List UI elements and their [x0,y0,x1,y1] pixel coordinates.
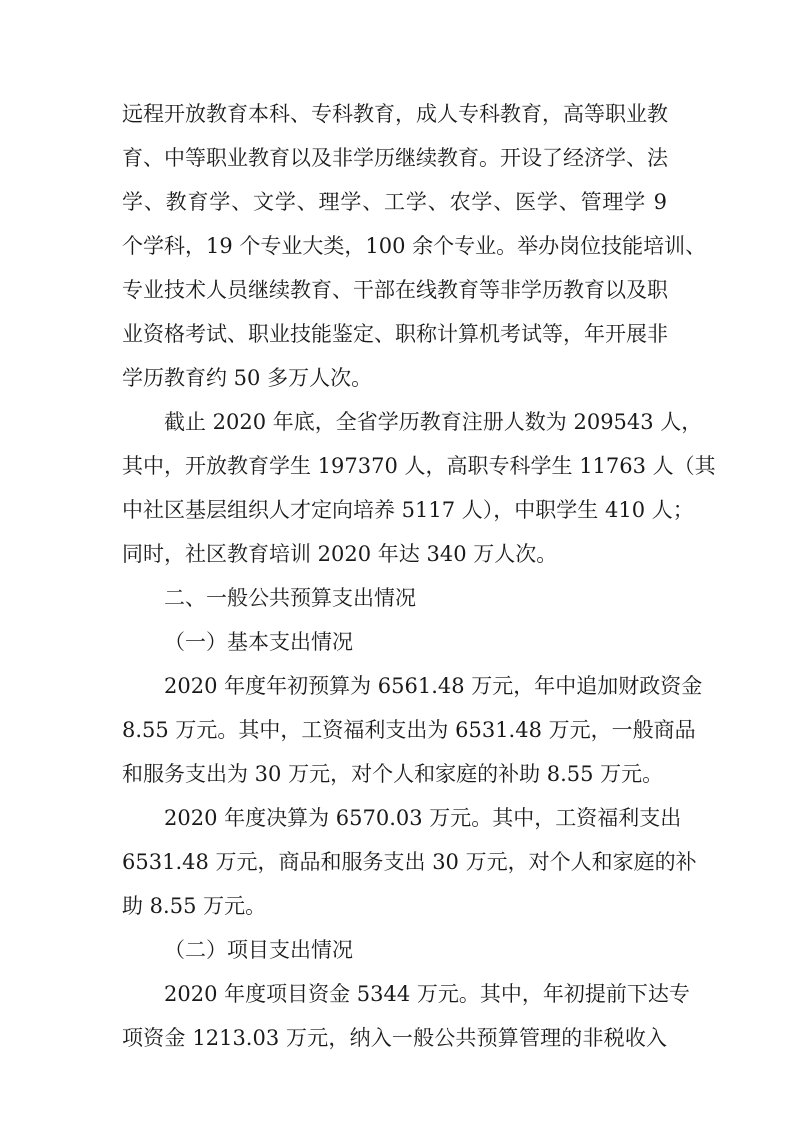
paragraph-line: 中社区基层组织人才定向培养 5117 人），中职学生 410 人； [122,498,694,522]
section-heading: 二、一般公共预算支出情况 [164,586,416,610]
paragraph-line: 学、教育学、文学、理学、工学、农学、医学、管理学 9 [122,190,667,214]
paragraph-line: 2020 年度年初预算为 6561.48 万元，年中追加财政资金 [164,674,703,698]
paragraph-line: 学历教育约 50 多万人次。 [122,366,373,390]
paragraph-line: 同时，社区教育培训 2020 年达 340 万人次。 [122,542,558,566]
paragraph-line: 截止 2020 年底，全省学历教育注册人数为 209543 人， [164,410,703,434]
paragraph-line: 业资格考试、职业技能鉴定、职称计算机考试等，年开展非 [122,322,668,346]
paragraph-line: 助 8.55 万元。 [122,894,267,918]
paragraph-line: 其中，开放教育学生 197370 人，高职专科学生 11763 人（其 [122,454,716,478]
paragraph-line: 和服务支出为 30 万元，对个人和家庭的补助 8.55 万元。 [122,762,664,786]
paragraph-line: 个学科，19 个专业大类，100 余个专业。举办岗位技能培训、 [122,234,707,258]
paragraph-line: 远程开放教育本科、专科教育，成人专科教育，高等职业教 [122,102,668,126]
subsection-heading: （二）项目支出情况 [164,938,353,962]
paragraph-line: 专业技术人员继续教育、干部在线教育等非学历教育以及职 [122,278,668,302]
paragraph-line: 6531.48 万元，商品和服务支出 30 万元，对个人和家庭的补 [122,850,697,874]
paragraph-line: 项资金 1213.03 万元，纳入一般公共预算管理的非税收入 [122,1026,667,1050]
paragraph-line: 8.55 万元。其中，工资福利支出为 6531.48 万元，一般商品 [122,718,696,742]
paragraph-line: 2020 年度项目资金 5344 万元。其中，年初提前下达专 [164,982,690,1006]
paragraph-line: 育、中等职业教育以及非学历继续教育。开设了经济学、法 [122,146,668,170]
subsection-heading: （一）基本支出情况 [164,630,353,654]
paragraph-line: 2020 年度决算为 6570.03 万元。其中，工资福利支出 [164,806,682,830]
